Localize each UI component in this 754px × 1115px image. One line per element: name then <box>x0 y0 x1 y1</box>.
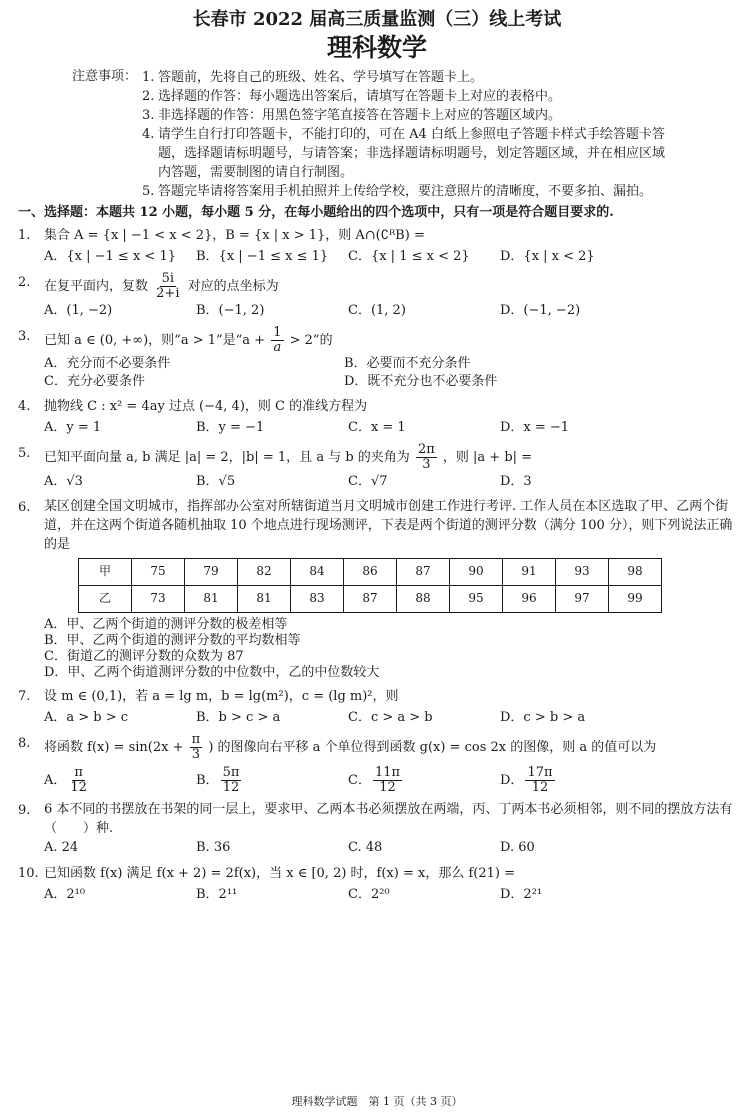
option-d: D．既不充分也不必要条件 <box>344 374 498 389</box>
table-cell: 81 <box>185 586 238 613</box>
option-c: C．{x | 1 ≤ x < 2} <box>348 249 470 264</box>
table-cell: 93 <box>556 559 609 586</box>
table-cell: 79 <box>185 559 238 586</box>
notice-label: 注意事项： <box>72 69 138 84</box>
question-3 <box>18 326 736 391</box>
fraction <box>154 272 181 301</box>
fraction-denominator: 12 <box>379 780 396 795</box>
option-a: A．(1, −2) <box>44 303 113 318</box>
option-a: A．y = 1 <box>44 420 102 435</box>
option-b: B．b > c > a <box>196 710 281 725</box>
option-c: C．2²⁰ <box>348 887 390 902</box>
question-6 <box>18 497 736 681</box>
option-b <box>196 766 348 795</box>
notice-text: 选择题的作答：每小题选出答案后，请填写在答题卡上对应的表格中。 <box>158 89 562 104</box>
fraction <box>68 766 89 795</box>
fraction-denominator: 12 <box>70 780 87 795</box>
table-cell: 90 <box>450 559 503 586</box>
table-cell: 95 <box>450 586 503 613</box>
table-cell: 99 <box>609 586 662 613</box>
question-stem <box>44 326 736 355</box>
question-stem: 抛物线 C : x² = 4ay 过点 (−4, 4)，则 C 的准线方程为 <box>44 399 368 414</box>
score-table <box>78 558 662 613</box>
option-c: C．√7 <box>348 474 388 489</box>
question-10 <box>18 863 736 905</box>
table-cell: 87 <box>397 559 450 586</box>
option-label: A． <box>44 773 67 788</box>
fraction-numerator: π <box>74 765 83 780</box>
fraction-denominator: 12 <box>222 780 240 795</box>
table-cell: 98 <box>609 559 662 586</box>
fraction-denominator: 3 <box>422 457 431 472</box>
table-cell: 甲 <box>79 559 132 586</box>
option-b: B．{x | −1 ≤ x ≤ 1} <box>196 249 329 264</box>
table-cell: 86 <box>344 559 397 586</box>
fraction <box>190 733 203 762</box>
option-a: A．{x | −1 ≤ x < 1} <box>44 249 176 264</box>
notice-items <box>142 68 736 201</box>
notice-num: 2. <box>142 89 155 104</box>
option-d: D. 60 <box>500 840 535 855</box>
fraction-numerator: 5i <box>161 271 175 286</box>
fraction <box>373 766 402 795</box>
question-7 <box>18 686 736 728</box>
fraction-numerator: 2π <box>417 442 435 457</box>
question-number: 3. <box>18 329 31 344</box>
fraction <box>271 326 283 355</box>
fraction-numerator: 17π <box>527 765 553 780</box>
stem-part: 对应的点坐标为 <box>187 279 279 294</box>
fraction <box>525 766 554 795</box>
option-a: A．a > b > c <box>44 710 129 725</box>
question-number: 10. <box>18 866 39 881</box>
table-row <box>79 586 662 613</box>
option-d: D．c > b > a <box>500 710 586 725</box>
question-stem: 已知函数 f(x) 满足 f(x + 2) = 2f(x)，当 x ∈ [0, 2) 时，f(x) = x，那么 f(21) = <box>44 866 515 881</box>
question-stem: 6 本不同的书摆放在书架的同一层上，要求甲、乙两本书必须摆放在两端，丙、丁两本书必须相邻，则不同的摆放方法有（ ）种. <box>44 802 733 836</box>
stem-part: 在复平面内，复数 <box>44 279 149 294</box>
option-label: C． <box>348 773 371 788</box>
table-cell: 75 <box>132 559 185 586</box>
table-cell: 乙 <box>79 586 132 613</box>
stem-part: 已知平面向量 a, b 满足 |a| = 2，|b| = 1，且 a 与 b 的夹角为 <box>44 450 410 465</box>
option-d: D．{x | x < 2} <box>500 249 595 264</box>
option-label: D． <box>500 773 524 788</box>
question-number: 5. <box>18 446 31 461</box>
option-d: D．3 <box>500 474 532 489</box>
option-c: C. 48 <box>348 840 383 855</box>
question-stem <box>44 443 736 472</box>
option-a: A．充分而不必要条件 <box>44 356 171 371</box>
question-stem <box>44 733 736 762</box>
option-a: A. 24 <box>44 840 79 855</box>
notice-text: 非选择题的作答：用黑色签字笔直接答在答题卡上对应的答题区域内。 <box>158 108 562 123</box>
option-a: A．√3 <box>44 474 83 489</box>
section-heading: 一、选择题：本题共 12 小题，每小题 5 分，在每小题给出的四个选项中，只有一项是符合题目要求的. <box>18 205 614 220</box>
question-number: 6. <box>18 500 31 515</box>
notice-text: 答题完毕请将答案用手机拍照并上传给学校，要注意照片的清晰度，不要多拍、漏拍。 <box>158 184 653 199</box>
notice-item <box>142 87 736 106</box>
table-cell: 87 <box>344 586 397 613</box>
notice-num: 5. <box>142 184 155 199</box>
option-c: C．(1, 2) <box>348 303 406 318</box>
option-a: A．2¹⁰ <box>44 887 86 902</box>
notice-block <box>72 68 736 201</box>
table-cell: 88 <box>397 586 450 613</box>
stem-part: 已知 a ∈ (0, +∞)，则“a > 1”是“a + <box>44 333 266 348</box>
option-c: C．充分必要条件 <box>44 374 145 389</box>
table-cell: 97 <box>556 586 609 613</box>
table-cell: 83 <box>291 586 344 613</box>
table-cell: 91 <box>503 559 556 586</box>
option-a <box>44 766 196 795</box>
option-c <box>348 766 500 795</box>
option-label: B． <box>196 773 219 788</box>
option-b: B．甲、乙两个街道的测评分数的平均数相等 <box>44 633 301 648</box>
notice-num: 1. <box>142 70 155 85</box>
notice-num: 4. <box>142 127 155 142</box>
table-cell: 82 <box>238 559 291 586</box>
table-row <box>79 559 662 586</box>
option-d: D．2²¹ <box>500 887 543 902</box>
table-cell: 84 <box>291 559 344 586</box>
stem-part: 将函数 f(x) = sin(2x + <box>44 740 184 755</box>
stem-part: ) 的图像向右平移 a 个单位得到函数 g(x) = cos 2x 的图像，则 a 的值可以为 <box>208 740 657 755</box>
notice-num: 3. <box>142 108 155 123</box>
notice-item <box>142 182 736 201</box>
option-b: B．2¹¹ <box>196 887 238 902</box>
question-5 <box>18 443 736 492</box>
table-cell: 96 <box>503 586 556 613</box>
notice-item <box>142 125 736 182</box>
option-a: A．甲、乙两个街道的测评分数的极差相等 <box>44 617 288 632</box>
fraction-denominator: 12 <box>531 780 549 795</box>
exam-title: 长春市 2022 届高三质量监测（三）线上考试 <box>192 9 562 30</box>
stem-part: ，则 |a + b| = <box>442 450 533 465</box>
option-c: C．x = 1 <box>348 420 406 435</box>
notice-item <box>142 68 736 87</box>
question-4 <box>18 396 736 438</box>
question-stem: 集合 A = {x | −1 < x < 2}，B = {x | x > 1}，则 A∩(∁ᴿB) = <box>44 228 425 243</box>
fraction-numerator: 5π <box>222 765 240 780</box>
fraction-numerator: 1 <box>273 325 282 340</box>
notice-text: 请学生自行打印答题卡，不能打印的，可在 A4 白纸上参照电子答题卡样式手绘答题卡答题，选择题请标明题号，与请答案；非选择题请标明题号，划定答题区域，并在相应区域内答题，需要制图的请自行制图。 <box>158 127 666 180</box>
question-9 <box>18 800 736 858</box>
question-stem <box>44 272 736 301</box>
fraction-numerator: 11π <box>374 765 401 780</box>
option-d: D．(−1, −2) <box>500 303 581 318</box>
question-number: 8. <box>18 736 31 751</box>
option-c: C．街道乙的测评分数的众数为 87 <box>44 649 244 664</box>
fraction-denominator: 2+i <box>156 286 180 301</box>
option-b: B．(−1, 2) <box>196 303 265 318</box>
page-footer: 理科数学试题 第 1 页（共 3 页） <box>291 1095 463 1108</box>
question-stem: 某区创建全国文明城市，指挥部办公室对所辖街道当月文明城市创建工作进行考评. 工作人员在本区选取了甲、乙两个街道，并在这两个街道各随机抽取 10 个地点进行现场测评，下表是两个街道的测评分数（满分 100 分），则下列说法正确的是 <box>44 499 733 552</box>
table-cell: 73 <box>132 586 185 613</box>
option-b: B．必要而不充分条件 <box>344 356 471 371</box>
option-d: D．甲、乙两个街道测评分数的中位数中，乙的中位数较大 <box>44 665 380 680</box>
fraction <box>221 766 242 795</box>
option-c: C．c > a > b <box>348 710 433 725</box>
table-cell: 81 <box>238 586 291 613</box>
fraction-numerator: π <box>191 732 201 747</box>
question-stem: 设 m ∈ (0,1)，若 a = lg m，b = lg(m²)，c = (lg m)²，则 <box>44 689 399 704</box>
question-number: 2. <box>18 275 31 290</box>
question-8 <box>18 733 736 795</box>
stem-part: > 2”的 <box>289 333 333 348</box>
question-number: 9. <box>18 803 31 818</box>
question-2 <box>18 272 736 321</box>
question-1 <box>18 225 736 267</box>
question-number: 7. <box>18 689 31 704</box>
question-number: 1. <box>18 228 31 243</box>
notice-text: 答题前，先将自己的班级、姓名、学号填写在答题卡上。 <box>158 70 484 85</box>
fraction-denominator: 3 <box>191 747 201 762</box>
notice-item <box>142 106 736 125</box>
option-b: B．√5 <box>196 474 236 489</box>
fraction <box>416 443 437 472</box>
option-b: B．y = −1 <box>196 420 265 435</box>
subject-title: 理科数学 <box>326 33 427 62</box>
fraction-denominator: a <box>273 340 282 355</box>
option-d: D．x = −1 <box>500 420 570 435</box>
question-number: 4. <box>18 399 31 414</box>
option-b: B. 36 <box>196 840 231 855</box>
option-d <box>500 766 652 795</box>
